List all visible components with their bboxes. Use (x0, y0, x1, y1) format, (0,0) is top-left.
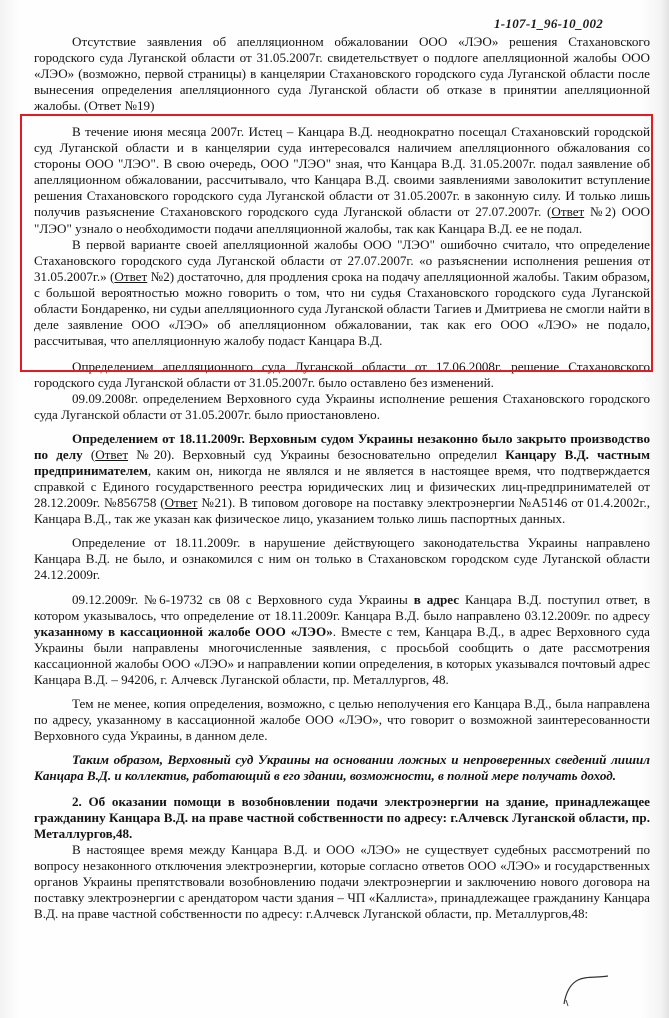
paragraph-6-mid-a: ( (82, 447, 96, 463)
paragraph-2 (34, 124, 650, 236)
paragraph-3 (34, 237, 650, 349)
paragraph-8-text-b: Канцара В.Д. поступил ответ, в котором указывалось, что определение от 18.11.2009г. Канцара В.Д. было направлено 03.12.2009г. по адресу (34, 591, 650, 623)
answer-20-link[interactable]: Ответ (95, 447, 129, 463)
answer-21-link[interactable]: Ответ (164, 495, 198, 511)
paragraph-8-bold-a: в адрес (413, 591, 460, 607)
paragraph-10: Таким образом, Верховный суд Украины на основании ложных и непроверенных сведений лишил Канцара В.Д. и коллектив, работающий в его здании, возможности, в полной мере получать доход. (34, 751, 650, 783)
paragraph-1: Отсутствие заявления об апелляционном обжаловании ООО «ЛЭО» решения Стахановского городского суда Луганской области от 31.05.2007г. свидетельствует о подлоге апелляционной жалобы ООО «ЛЭО» (возможно, первой страницы) в канцелярии Стахановского городского суда Луганской области после вынесения определения апелляционного суда Луганской области об отказе в принятии апелляционной жалобы. (Ответ №19) (34, 34, 650, 114)
paragraph-2-text-b: №2) ООО "ЛЭО" узнало о необходимости подачи апелляционной жалобы, так как Канцара В.Д. ее не подал. (34, 204, 650, 236)
paragraph-8-bold-b: указанному в кассационной жалобе ООО «ЛЭО» (34, 623, 333, 639)
paragraph-6-mid-b: №20). Верховный суд Украины безосновательно определил (128, 447, 506, 463)
paragraph-5: 09.09.2008г. определением Верховного суда Украины исполнение решения Стахановского городского суда Луганской области от 31.05.2007г. было приостановлено. (34, 390, 650, 423)
paragraph-11: В настоящее время между Канцара В.Д. и ООО «ЛЭО» не существует судебных рассмотрений по вопросу незаконного отключения электроэнергии, которые согласно ответов ООО «ЛЭО» и государственных органов Украины препятствовали возобновлению подачи электроэнергии и заключению нового договора на поставку электроэнергии с арендатором части здания – ЧП «Каллиста», принадлежащее гражданину Канцара В.Д. на праве частной собственности по адресу: г.Алчевск Луганской области, пр. Металлургов,48: (34, 842, 650, 922)
section-2-heading: 2. Об оказании помощи в возобновлении подачи электроэнергии на здание, принадлежащее гражданину Канцара В.Д. на праве частной собственности по адресу: г.Алчевск Луганской области, пр. Металлургов,48. (34, 794, 650, 842)
document-id: 1-107-1_96-10_002 (494, 16, 604, 31)
answer-2-link[interactable]: Ответ (551, 204, 585, 220)
document-body (34, 34, 650, 922)
paragraph-3-text-a: В первой варианте своей апелляционной жалобы ООО "ЛЭО" ошибочно считало, что определение Стахановского городского суда Луганской области от 27.07.2007г. «о разъяснении исполнения решения от 31.05.2007г.» ( (34, 236, 650, 284)
paragraph-4: Определением апелляционного суда Луганской области от 17.06.2008г. решение Стахановского городского суда Луганской области от 31.05.2007г. было оставлено без изменений. (34, 358, 650, 390)
paragraph-8-text-a: 09.12.2009г. №6-19732 св 08 с Верховного суда Украины (72, 591, 414, 607)
paragraph-6-bold-b: Канцару В.Д. частным предпринимателем (34, 447, 650, 479)
paragraph-2-text-a: В течение июня месяца 2007г. Истец – Канцара В.Д. неоднократно посещал Стахановский городской суд Луганской области и в канцелярии суда интересовался наличием апелляционного обжалования со стороны ООО "ЛЭО". В свою очередь, ООО "ЛЭО" зная, что Канцара В.Д. 31.05.2007г. подал заявление об апелляционном обжаловании, рассчитывало, что Канцара В.Д. своими заявлениями заволокитит вступление решения Стахановского городского суда Луганской области от 31.05.2007г. в законную силу. И только лишь получив разъяснение Стахановского городского суда Луганской области от 27.07.2007г. ( (34, 124, 650, 220)
pen-mark-icon (556, 970, 616, 1010)
paragraph-6 (34, 431, 650, 527)
paragraph-6-rest: , каким он, никогда не являлся и не является в настоящее время, что подтверждается справкой с Единого государственного реестра юридических лиц и физических лиц-предпринимателей от 28.12.2009г. №856758 ( (34, 463, 650, 511)
paragraph-3-text-b: №2) достаточно, для продления срока на подачу апелляционной жалобы. Таким образом, с большой вероятностью можно говорить о том, что ни судья Стахановского городского суда Луганской области Бондаренко, ни судьи апелляционного суда Луганской области Тагиев и Дмитриева не смогли найти в деле заявление ООО «ЛЭО» об апелляционном обжаловании, так как его ООО «ЛЭО» не подало, рассчитывая, что апелляционную жалобу подаст Канцара В.Д. (34, 268, 650, 348)
paragraph-7: Определение от 18.11.2009г. в нарушение действующего законодательства Украины направлено Канцара В.Д. не было, и ознакомился с ним он только в Стахановском городском суде Луганской области 24.12.2009г. (34, 535, 650, 583)
paragraph-8-text-c: . Вместе с тем, Канцара В.Д., в адрес Верховного суда Украины были направлены многочисленные заявления, с просьбой сообщить о дате рассмотрения кассационной жалобы ООО «ЛЭО» и направлении копии определения, в которых указывался почтовый адрес Канцара В.Д. – 94206, г. Алчевск Луганской области, пр. Металлургов, 48. (34, 623, 650, 687)
paragraph-6-rest-b: №21). В типовом договоре на поставку электроэнергии №А5146 от 01.4.2002г., Канцара В.Д., так же указан как физическое лицо, указанием только лишь паспортных данных. (34, 495, 650, 527)
paragraph-9: Тем не менее, копия определения, возможно, с целью неполучения его Канцара В.Д., была направлена по адресу, указанному в кассационной жалобе ООО «ЛЭО», что говорит о возможной заинтересованности Верховного суда Украины, в данном деле. (34, 695, 650, 743)
paragraph-8 (34, 592, 650, 688)
page-edge-shadow (661, 0, 669, 1018)
answer-2-link-second[interactable]: Ответ (114, 268, 148, 284)
paragraph-6-bold-a: Определением от 18.11.2009г. Верховным судом Украины незаконно было закрыто производство по делу (34, 431, 650, 463)
